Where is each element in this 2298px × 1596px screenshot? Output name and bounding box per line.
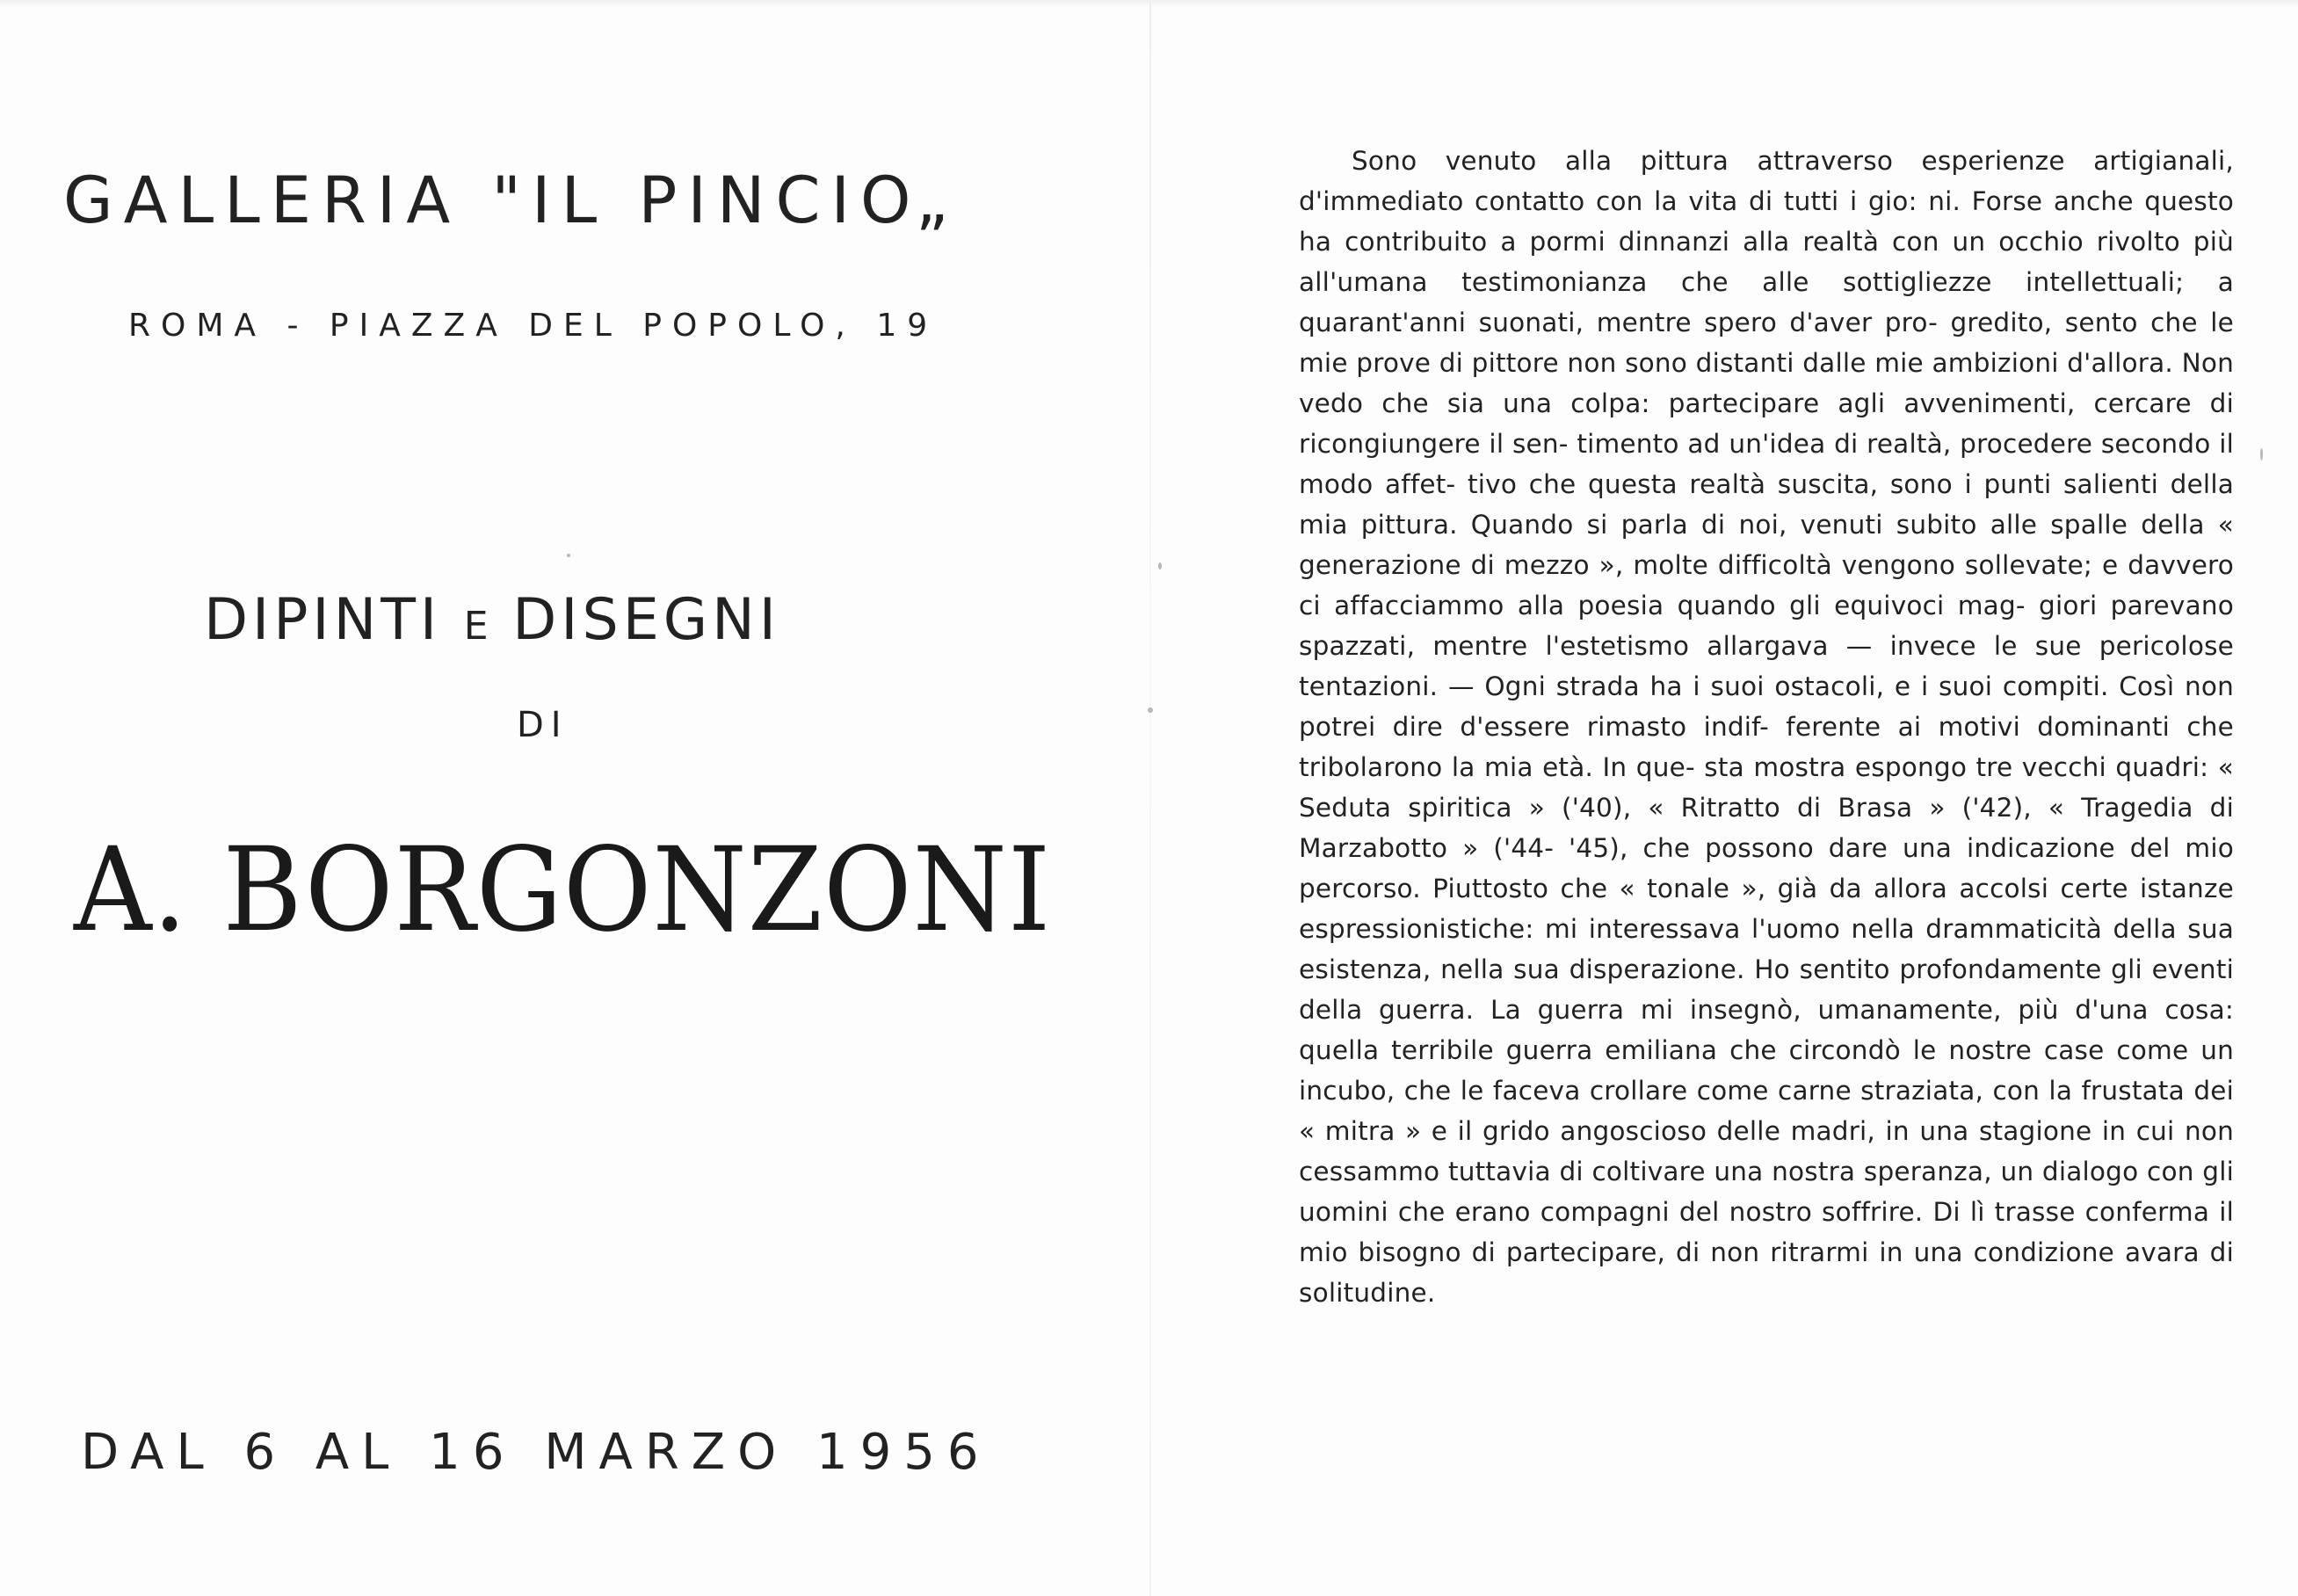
artist-name: A. BORGONZONI — [74, 823, 1052, 958]
exhibit-title-conjunction: E — [463, 604, 490, 649]
right-panel — [1299, 141, 2234, 1313]
paper-speck — [567, 554, 570, 557]
paper-speck — [1158, 562, 1162, 569]
exhibit-dates: DAL 6 AL 16 MARZO 1956 — [81, 1424, 991, 1481]
exhibit-by: DI — [517, 705, 569, 745]
center-fold — [1149, 0, 1151, 1596]
left-panel — [0, 0, 1142, 1596]
paper-speck — [2260, 448, 2263, 461]
artist-statement: Sono venuto alla pittura attraverso esperienze artigianali, d'immediato contatto con la vita di tutti i gio: ni. Forse anche questo ha contribuito a pormi dinnanzi alla realtà con un occhio rivolto più all'umana testimonianza che alle sottigliezze intellettuali; a quarant'anni suonati, mentre spero d'aver pro- gredito, sento che le mie prove di pittore non sono distanti dalle mie ambizioni d'allora. Non vedo che sia una colpa: partecipare agli avvenimenti, cercare di ricongiungere il sen- timento ad un'idea di realtà, procedere secondo il modo affet- tivo che questa realtà suscita, sono i punti salienti della mia pittura. Quando si parla di noi, venuti subito alle spalle della « generazione di mezzo », molte difficoltà vengono sollevate; e davvero ci affacciammo alla poesia quando gli equivoci mag- giori parevano spazzati, mentre l'estetismo allargava — invece le sue pericolose tentazioni. — Ogni strada ha i suoi ostacoli, e i suoi compiti. Così non potrei dire d'essere rimasto indif- ferente ai motivi dominanti che tribolarono la mia età. In que- sta mostra espongo tre vecchi quadri: « Seduta spiritica » ('40), « Ritratto di Brasa » ('42), « Tragedia di Marzabotto » ('44- '45), che possono dare una indicazione del mio percorso. Piuttosto che « tonale », già da allora accolsi certe istanze espressionistiche: mi interessava l'uomo nella drammaticità della sua esistenza, nella sua disperazione. Ho sentito profondamente gli eventi della guerra. La guerra mi insegnò, umanamente, più d'una cosa: quella terribile guerra emiliana che circondò le nostre case come un incubo, che le faceva crollare come carne straziata, con la frustata dei « mitra » e il grido angoscioso delle madri, in una stagione in cui non cessammo tuttavia di coltivare una nostra speranza, un dialogo con gli uomini che erano compagni del nostro soffrire. Di lì trasse conferma il mio bisogno di partecipare, di non ritrarmi in una condizione avara di solitudine. — [1299, 146, 2234, 1308]
exhibit-title-part3: DISEGNI — [512, 587, 780, 653]
exhibit-title-part1: DIPINTI — [204, 587, 442, 653]
gallery-address: ROMA - PIAZZA DEL POPOLO, 19 — [128, 308, 939, 344]
paper-speck — [1148, 707, 1153, 713]
exhibit-title — [204, 587, 995, 653]
gallery-name: GALLERIA "IL PINCIO„ — [63, 163, 960, 238]
